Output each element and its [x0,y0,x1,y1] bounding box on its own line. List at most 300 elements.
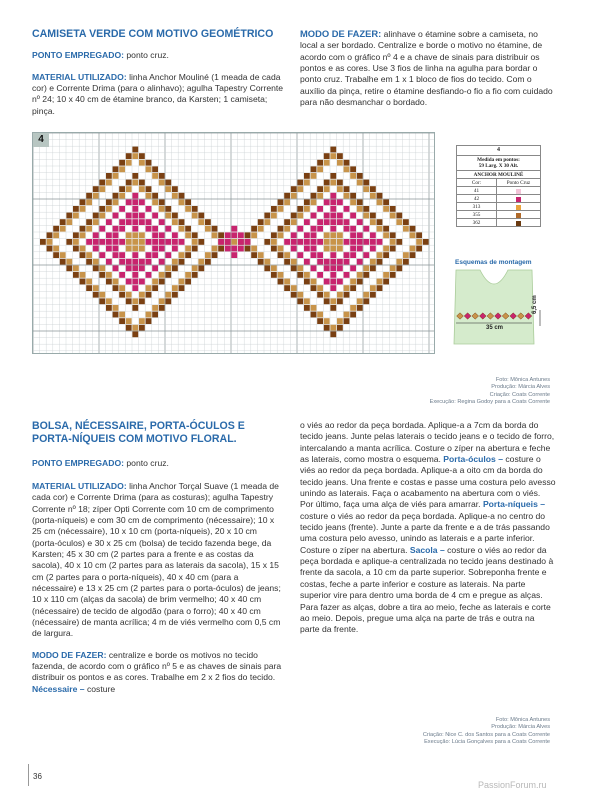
stitch [139,213,145,219]
stitch [93,186,99,192]
stitch [304,298,310,304]
stitch [225,246,231,252]
stitch [317,292,323,298]
legend-row [457,218,540,226]
stitch [185,226,191,232]
stitch [40,239,46,245]
stitch [80,206,86,212]
stitch [370,259,376,265]
stitch [132,193,138,199]
stitch [423,239,429,245]
stitch [278,206,284,212]
stitch [251,226,257,232]
stitch [344,259,350,265]
stitch [99,226,105,232]
stitch [317,318,323,324]
stitch [357,173,363,179]
stitch [165,292,171,298]
stitch [357,232,363,238]
stitch [317,160,323,166]
legend-color-code: 41 [457,187,497,194]
stitch [344,312,350,318]
stitch [350,305,356,311]
stitch [271,239,277,245]
stitch [416,246,422,252]
stitch [132,153,138,159]
stitch [146,226,152,232]
stitch [350,193,356,199]
stitch [146,252,152,258]
stitch [291,285,297,291]
stitch [324,246,330,252]
stitch [93,232,99,238]
stitch [396,219,402,225]
stitch [119,252,125,258]
stitch [350,199,356,205]
stitch [106,239,112,245]
stitch [179,259,185,265]
stitch [383,232,389,238]
stitch [146,206,152,212]
stitch [344,292,350,298]
stitch [66,259,72,265]
stitch [330,232,336,238]
stitch [284,239,290,245]
stitch [106,272,112,278]
stitch [357,199,363,205]
stitch [106,305,112,311]
stitch [192,206,198,212]
stitch [245,246,251,252]
stitch [370,193,376,199]
stitch [337,219,343,225]
stitch [93,239,99,245]
stitch [119,318,125,324]
stitch [284,193,290,199]
stitch [93,213,99,219]
stitch [126,246,132,252]
stitch [330,305,336,311]
stitch [113,265,119,271]
stitch [132,305,138,311]
legend-brand: ANCHOR MOULINÉ [457,170,540,178]
stitch [132,285,138,291]
stitch [383,246,389,252]
stitch [106,206,112,212]
stitch [212,246,218,252]
stitch [264,265,270,271]
stitch [113,173,119,179]
stitch [106,246,112,252]
stitch [99,272,105,278]
stitch [80,199,86,205]
stitch [47,232,53,238]
stitch [370,292,376,298]
stitch [126,259,132,265]
stitch [60,252,66,258]
stitch [126,213,132,219]
stitch [132,272,138,278]
stitch [192,239,198,245]
stitch [99,186,105,192]
stitch [159,206,165,212]
legend-title: Medida em pontos: 59 Larg. X 30 Alt. [457,155,540,170]
stitch [258,226,264,232]
stitch [179,239,185,245]
stitch [330,173,336,179]
stitch [132,331,138,337]
stitch [53,232,59,238]
stitch [297,213,303,219]
stitch [159,298,165,304]
stitch [99,265,105,271]
stitch [80,279,86,285]
stitch [106,298,112,304]
stitch [337,160,343,166]
stitch [93,246,99,252]
stitch [344,272,350,278]
stitch [73,272,79,278]
stitch [330,206,336,212]
stitch [337,325,343,331]
stitch [317,166,323,172]
stitch [66,213,72,219]
stitch [198,213,204,219]
stitch [410,252,416,258]
stitch [344,226,350,232]
stitch [119,166,125,172]
stitch [324,232,330,238]
legend-row [457,210,540,218]
stitch [159,239,165,245]
stitch [86,279,92,285]
stitch [357,259,363,265]
stitch [324,186,330,192]
legend-swatch [516,205,521,210]
stitch [271,232,277,238]
stitch [139,153,145,159]
stitch [159,272,165,278]
stitch [357,219,363,225]
stitch [410,226,416,232]
legend-swatch [516,213,521,218]
legend-row [457,186,540,194]
stitch [185,252,191,258]
stitch [330,246,336,252]
stitch [146,193,152,199]
stitch [205,252,211,258]
stitch [330,153,336,159]
stitch [126,199,132,205]
stitch [126,325,132,331]
stitch [317,285,323,291]
stitch [271,272,277,278]
stitch [113,279,119,285]
stitch [330,298,336,304]
stitch [304,219,310,225]
stitch [264,259,270,265]
stitch [192,272,198,278]
legend-header: Cor: Ponto Cruz [457,178,540,186]
stitch [297,272,303,278]
stitch [291,186,297,192]
stitch [337,298,343,304]
stitch [106,232,112,238]
stitch [172,232,178,238]
stitch [80,226,86,232]
stitch [99,239,105,245]
stitch [311,239,317,245]
stitch [324,213,330,219]
stitch [337,292,343,298]
stitch [357,206,363,212]
stitch [165,239,171,245]
stitch [159,180,165,186]
stitch [258,252,264,258]
stitch [291,265,297,271]
stitch [390,213,396,219]
stitch [344,193,350,199]
stitch [218,232,224,238]
stitch [284,252,290,258]
stitch [284,219,290,225]
stitch [238,239,244,245]
photo-credit-2: Foto: Mônica Antunes Produção: Márcia Alves Criação: Nice C. dos Santos para a Coats Corrente Execução: Lúcia Gonçalves para a Coats Corrente [422,717,550,745]
stitch [344,285,350,291]
stitch [99,206,105,212]
stitch [330,199,336,205]
stitch [350,312,356,318]
stitch [132,180,138,186]
stitch [304,232,310,238]
stitch [251,246,257,252]
stitch [146,160,152,166]
stitch [66,219,72,225]
stitch [119,312,125,318]
stitch [337,232,343,238]
stitch [139,246,145,252]
stitch [159,219,165,225]
stitch [139,325,145,331]
stitch [297,292,303,298]
stitch [291,246,297,252]
stitch [139,292,145,298]
stitch [350,279,356,285]
chart-number-badge: 4 [33,133,49,147]
stitch [152,305,158,311]
stitch [383,252,389,258]
stitch [139,265,145,271]
stitch [317,206,323,212]
stitch [317,239,323,245]
stitch [330,147,336,153]
stitch [146,166,152,172]
stitch [377,259,383,265]
stitch [396,213,402,219]
stitch [357,305,363,311]
stitch [350,173,356,179]
stitch [113,305,119,311]
stitch [126,153,132,159]
stitch [106,279,112,285]
height-label: 6,5 cm [532,295,538,314]
section2-title: BOLSA, NÉCESSAIRE, PORTA-ÓCULOS E PORTA-NÍQUEIS COM MOTIVO FLORAL. [32,420,245,446]
stitch [350,226,356,232]
stitch [297,298,303,304]
stitch [152,312,158,318]
stitch [330,285,336,291]
stitch [363,298,369,304]
stitch [113,199,119,205]
stitch [311,166,317,172]
stitch [132,239,138,245]
stitch [324,265,330,271]
stitch [271,213,277,219]
stitch [185,232,191,238]
stitch [390,232,396,238]
stitch [278,232,284,238]
stitch [53,252,59,258]
watermark: PassionForum.ru [478,780,547,790]
legend-color-code: 42 [457,195,497,202]
stitch [126,180,132,186]
stitch [172,186,178,192]
stitch [119,272,125,278]
stitch [304,259,310,265]
stitch [146,292,152,298]
stitch [126,239,132,245]
stitch [132,298,138,304]
stitch [113,239,119,245]
stitch [132,206,138,212]
stitch [126,279,132,285]
stitch [403,226,409,232]
section2-modo: MODO DE FAZER: centralize e borde os motivos no tecido fazenda, de acordo com o gráfico nº 5 e as chaves de sinais para distribuir os pontos e as cores. Trabalhe em 2 x 2 fios do tecido. Nécessaire – costure [32,649,282,694]
stitch [146,259,152,265]
stitch [132,213,138,219]
stitch [370,246,376,252]
stitch [344,166,350,172]
stitch [185,279,191,285]
stitch [403,252,409,258]
stitch [159,173,165,179]
stitch [99,292,105,298]
stitch [304,272,310,278]
stitch [126,298,132,304]
stitch [126,318,132,324]
stitch [106,173,112,179]
stitch [297,180,303,186]
stitch [66,239,72,245]
stitch [152,246,158,252]
stitch [284,226,290,232]
stitch [126,292,132,298]
stitch [198,259,204,265]
stitch [330,272,336,278]
stitch [152,166,158,172]
stitch [172,259,178,265]
stitch [410,232,416,238]
stitch [363,186,369,192]
stitch [80,252,86,258]
stitch [126,186,132,192]
stitch [132,252,138,258]
stitch [132,325,138,331]
stitch [291,193,297,199]
stitch [344,318,350,324]
stitch [119,226,125,232]
stitch [245,232,251,238]
stitch [317,272,323,278]
stitch [337,153,343,159]
stitch [146,318,152,324]
section1-title: CAMISETA VERDE COM MOTIVO GEOMÉTRICO [32,28,274,40]
stitch [152,226,158,232]
stitch [86,219,92,225]
stitch [317,226,323,232]
stitch [132,259,138,265]
stitch [330,180,336,186]
stitch [311,246,317,252]
stitch [86,199,92,205]
stitch [297,206,303,212]
stitch [284,259,290,265]
stitch [291,259,297,265]
section1-ponto: PONTO EMPREGADO: ponto cruz. [32,50,169,61]
stitch [350,239,356,245]
stitch [146,285,152,291]
stitch [324,325,330,331]
stitch [185,272,191,278]
stitch [370,265,376,271]
stitch [60,259,66,265]
stitch [396,259,402,265]
stitch [350,213,356,219]
stitch [212,226,218,232]
stitch [311,199,317,205]
stitch [113,252,119,258]
stitch [119,206,125,212]
stitch [377,219,383,225]
stitch [152,213,158,219]
stitch [139,180,145,186]
stitch [73,213,79,219]
stitch [86,259,92,265]
stitch [159,279,165,285]
stitch [357,298,363,304]
stitch [80,232,86,238]
montagem-title: Esquemas de montagem [455,259,532,266]
stitch [311,213,317,219]
stitch [179,193,185,199]
stitch [86,239,92,245]
stitch [390,239,396,245]
stitch [317,259,323,265]
stitch [357,279,363,285]
stitch [317,193,323,199]
stitch [291,239,297,245]
stitch [119,292,125,298]
stitch [152,173,158,179]
stitch [383,279,389,285]
stitch [99,252,105,258]
stitch [198,219,204,225]
stitch [132,199,138,205]
section1-left [32,28,284,117]
stitch [344,239,350,245]
stitch [377,279,383,285]
stitch [66,265,72,271]
